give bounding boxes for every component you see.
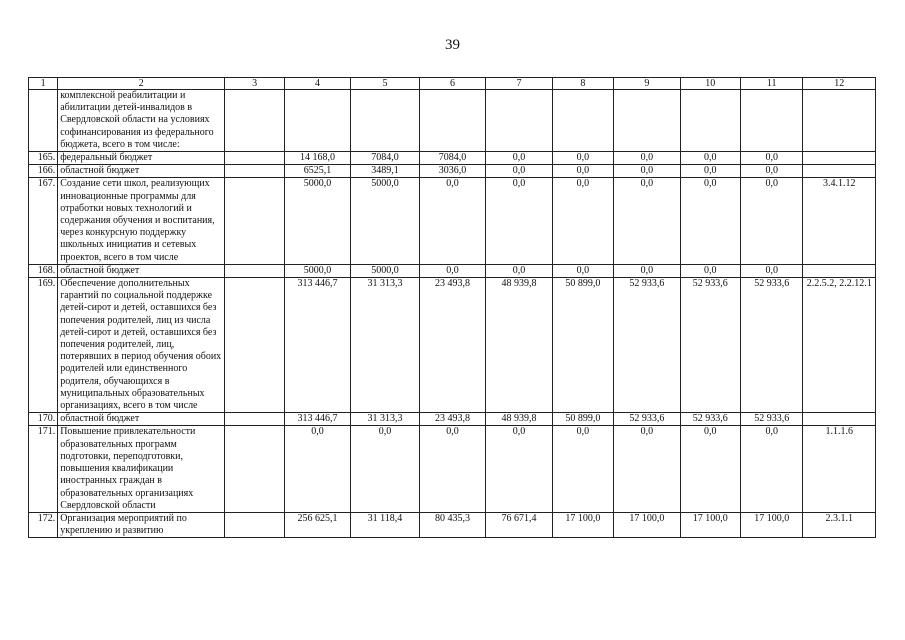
cell-year: 52 933,6 xyxy=(740,278,802,413)
cell-year: 31 118,4 xyxy=(351,512,419,537)
cell-total xyxy=(284,90,350,152)
cell-col3 xyxy=(225,90,284,152)
cell-year: 0,0 xyxy=(552,152,613,165)
cell-year: 0,0 xyxy=(680,152,740,165)
cell-year: 5000,0 xyxy=(351,178,419,264)
cell-year: 0,0 xyxy=(552,264,613,277)
cell-year: 0,0 xyxy=(419,426,485,512)
cell-code xyxy=(803,90,876,152)
cell-year: 0,0 xyxy=(614,178,680,264)
cell-year xyxy=(614,90,680,152)
header-cell: 9 xyxy=(614,78,680,90)
table-row xyxy=(29,178,876,264)
table-row xyxy=(29,264,876,277)
cell-year: 0,0 xyxy=(614,152,680,165)
cell-year: 0,0 xyxy=(740,165,802,178)
header-cell: 5 xyxy=(351,78,419,90)
cell-year xyxy=(419,90,485,152)
row-name: комплексной реабилитации и абилитации детей-инвалидов в Свердловской области на условиях софинансирования из федерального бюджета, всего в том числе: xyxy=(58,90,225,152)
row-number: 167. xyxy=(29,178,58,264)
cell-code xyxy=(803,152,876,165)
table-header-row xyxy=(29,78,876,90)
table-row xyxy=(29,413,876,426)
row-name: областной бюджет xyxy=(58,165,225,178)
cell-year xyxy=(351,90,419,152)
cell-year: 52 933,6 xyxy=(614,413,680,426)
page-number: 39 xyxy=(445,37,460,53)
cell-year xyxy=(680,90,740,152)
row-number xyxy=(29,90,58,152)
table-row xyxy=(29,165,876,178)
cell-total: 313 446,7 xyxy=(284,278,350,413)
cell-total: 256 625,1 xyxy=(284,512,350,537)
header-cell: 7 xyxy=(486,78,552,90)
header-cell: 2 xyxy=(58,78,225,90)
row-number: 171. xyxy=(29,426,58,512)
cell-year: 23 493,8 xyxy=(419,413,485,426)
cell-year: 0,0 xyxy=(680,264,740,277)
cell-year: 76 671,4 xyxy=(486,512,552,537)
cell-code xyxy=(803,413,876,426)
cell-col3 xyxy=(225,178,284,264)
row-name: федеральный бюджет xyxy=(58,152,225,165)
cell-code xyxy=(803,165,876,178)
row-name: Создание сети школ, реализующих инновационные программы для отработки новых технологий и содержания обучения и воспитания, через конкурсную поддержку школьных инициатив и сетевых проектов, всего в том числе xyxy=(58,178,225,264)
cell-year: 52 933,6 xyxy=(680,413,740,426)
header-cell: 3 xyxy=(225,78,284,90)
cell-year: 0,0 xyxy=(552,178,613,264)
cell-year: 0,0 xyxy=(486,152,552,165)
cell-year: 80 435,3 xyxy=(419,512,485,537)
row-number: 169. xyxy=(29,278,58,413)
cell-year: 17 100,0 xyxy=(552,512,613,537)
cell-code: 2.2.5.2, 2.2.12.1 xyxy=(803,278,876,413)
table-row xyxy=(29,512,876,537)
cell-year: 50 899,0 xyxy=(552,413,613,426)
cell-year: 31 313,3 xyxy=(351,413,419,426)
cell-year: 0,0 xyxy=(486,426,552,512)
table-row xyxy=(29,152,876,165)
cell-col3 xyxy=(225,278,284,413)
cell-year: 50 899,0 xyxy=(552,278,613,413)
budget-table xyxy=(28,77,876,538)
cell-col3 xyxy=(225,426,284,512)
cell-year: 0,0 xyxy=(419,178,485,264)
header-cell: 8 xyxy=(552,78,613,90)
cell-total: 0,0 xyxy=(284,426,350,512)
cell-col3 xyxy=(225,152,284,165)
cell-year: 0,0 xyxy=(680,178,740,264)
cell-total: 14 168,0 xyxy=(284,152,350,165)
cell-year: 0,0 xyxy=(680,426,740,512)
cell-year: 52 933,6 xyxy=(680,278,740,413)
header-cell: 1 xyxy=(29,78,58,90)
cell-year: 0,0 xyxy=(740,426,802,512)
cell-year: 7084,0 xyxy=(351,152,419,165)
cell-year: 7084,0 xyxy=(419,152,485,165)
row-number: 165. xyxy=(29,152,58,165)
cell-year: 0,0 xyxy=(680,165,740,178)
row-name: Обеспечение дополнительных гарантий по социальной поддержке детей-сирот и детей, оставшихся без попечения родителей, лиц из числа детей-сирот и детей, оставшихся без попечения родителей, лиц, потерявших в период обучения обоих родителей или единственного родителя, обучающихся в муниципальных образовательных организациях, всего в том числе xyxy=(58,278,225,413)
cell-year xyxy=(740,90,802,152)
cell-year: 17 100,0 xyxy=(680,512,740,537)
cell-year: 0,0 xyxy=(614,264,680,277)
cell-year: 3489,1 xyxy=(351,165,419,178)
cell-total: 5000,0 xyxy=(284,264,350,277)
table-row xyxy=(29,90,876,152)
cell-year: 48 939,8 xyxy=(486,278,552,413)
cell-col3 xyxy=(225,264,284,277)
row-name: Повышение привлекательности образовательных программ подготовки, переподготовки, повышения квалификации иностранных граждан в образовательных организациях Свердловской области xyxy=(58,426,225,512)
row-name: областной бюджет xyxy=(58,413,225,426)
cell-year: 52 933,6 xyxy=(740,413,802,426)
table-row xyxy=(29,426,876,512)
cell-year: 0,0 xyxy=(552,426,613,512)
cell-year: 0,0 xyxy=(486,264,552,277)
cell-year: 52 933,6 xyxy=(614,278,680,413)
header-cell: 10 xyxy=(680,78,740,90)
cell-year: 48 939,8 xyxy=(486,413,552,426)
header-cell: 12 xyxy=(803,78,876,90)
row-number: 166. xyxy=(29,165,58,178)
cell-year: 17 100,0 xyxy=(614,512,680,537)
row-name: Организация мероприятий по укреплению и развитию xyxy=(58,512,225,537)
cell-year: 0,0 xyxy=(552,165,613,178)
cell-total: 5000,0 xyxy=(284,178,350,264)
cell-year: 0,0 xyxy=(486,178,552,264)
cell-year: 17 100,0 xyxy=(740,512,802,537)
header-cell: 11 xyxy=(740,78,802,90)
row-number: 172. xyxy=(29,512,58,537)
cell-year: 0,0 xyxy=(740,264,802,277)
cell-year: 3036,0 xyxy=(419,165,485,178)
cell-year xyxy=(552,90,613,152)
cell-col3 xyxy=(225,512,284,537)
cell-code: 2.3.1.1 xyxy=(803,512,876,537)
table-row xyxy=(29,278,876,413)
cell-code: 1.1.1.6 xyxy=(803,426,876,512)
cell-year: 0,0 xyxy=(486,165,552,178)
cell-year: 0,0 xyxy=(740,178,802,264)
cell-col3 xyxy=(225,165,284,178)
row-number: 170. xyxy=(29,413,58,426)
cell-year: 0,0 xyxy=(614,426,680,512)
cell-year: 23 493,8 xyxy=(419,278,485,413)
cell-total: 313 446,7 xyxy=(284,413,350,426)
cell-col3 xyxy=(225,413,284,426)
cell-total: 6525,1 xyxy=(284,165,350,178)
row-name: областной бюджет xyxy=(58,264,225,277)
cell-code: 3.4.1.12 xyxy=(803,178,876,264)
cell-year: 0,0 xyxy=(740,152,802,165)
header-cell: 4 xyxy=(284,78,350,90)
header-cell: 6 xyxy=(419,78,485,90)
cell-year: 0,0 xyxy=(614,165,680,178)
cell-year: 5000,0 xyxy=(351,264,419,277)
cell-year: 0,0 xyxy=(419,264,485,277)
cell-year: 0,0 xyxy=(351,426,419,512)
row-number: 168. xyxy=(29,264,58,277)
cell-year: 31 313,3 xyxy=(351,278,419,413)
cell-year xyxy=(486,90,552,152)
cell-code xyxy=(803,264,876,277)
